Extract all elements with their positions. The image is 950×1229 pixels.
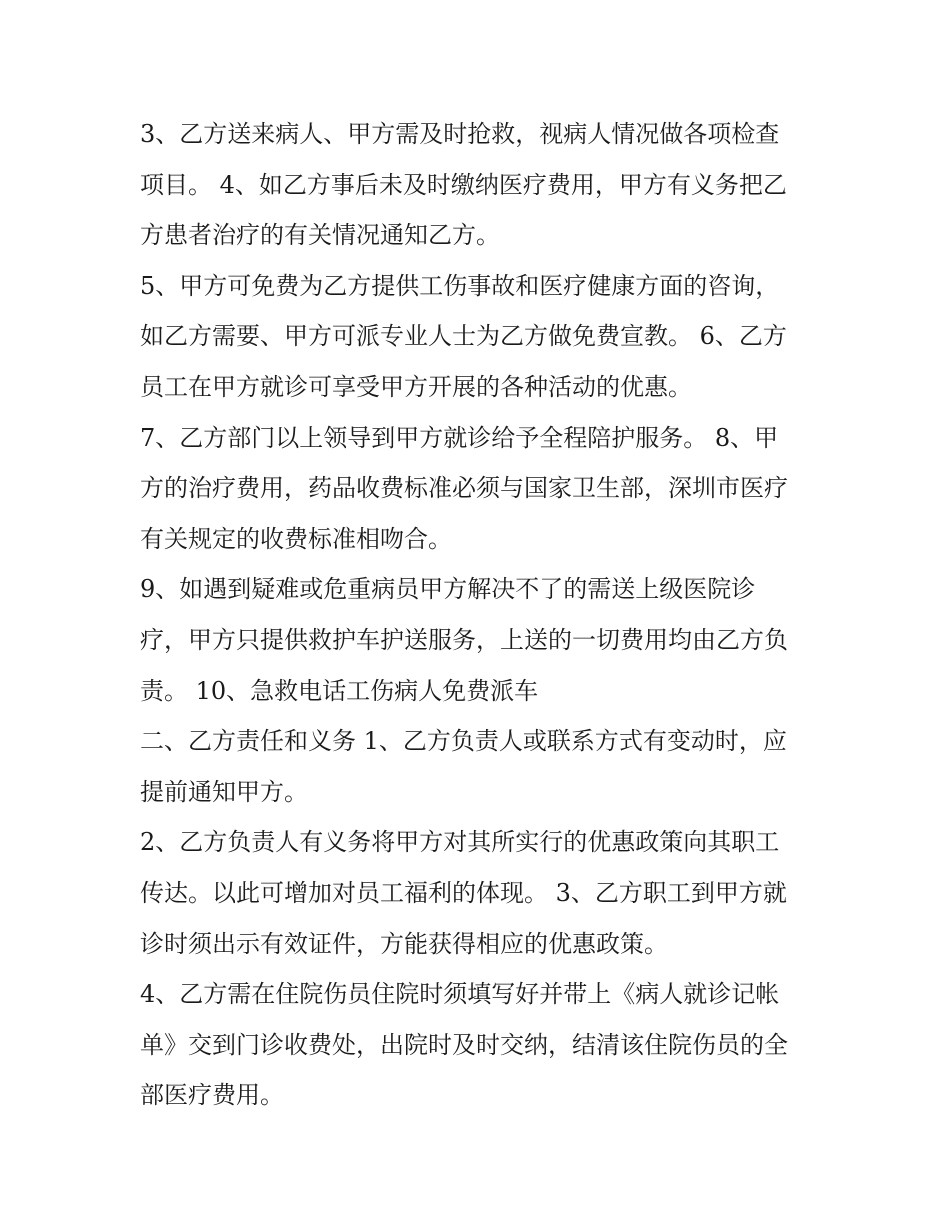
text-line-10: 9、如遇到疑难或危重病员甲方解决不了的需送上级医院诊	[140, 575, 756, 604]
text-line-9: 有关规定的收费标准相吻合。	[140, 524, 452, 553]
text-line-20: 部医疗费用。	[140, 1081, 284, 1110]
text-line-16: 传达。以此可增加对员工福利的体现。 3、乙方职工到甲方就	[140, 878, 787, 907]
text-line-17: 诊时须出示有效证件，方能获得相应的优惠政策。	[140, 929, 668, 958]
text-line-15: 2、乙方负责人有义务将甲方对其所实行的优惠政策向其职工	[140, 828, 780, 857]
text-line-4: 5、甲方可免费为乙方提供工伤事故和医疗健康方面的咨询，	[140, 271, 780, 300]
document-body	[140, 109, 820, 1121]
text-line-2: 项目。 4、如乙方事后未及时缴纳医疗费用，甲方有义务把乙	[140, 170, 787, 199]
text-line-3: 方患者治疗的有关情况通知乙方。	[140, 221, 500, 250]
text-line-19: 单》交到门诊收费处，出院时及时交纳，结清该住院伤员的全	[140, 1030, 788, 1059]
text-line-12: 责。 10、急救电话工伤病人免费派车	[140, 676, 539, 705]
text-line-8: 方的治疗费用，药品收费标准必须与国家卫生部，深圳市医疗	[140, 474, 788, 503]
text-line-7: 7、乙方部门以上领导到甲方就诊给予全程陪护服务。 8、甲	[140, 423, 779, 452]
text-line-11: 疗，甲方只提供救护车护送服务，上送的一切费用均由乙方负	[140, 625, 788, 654]
text-line-13: 二、乙方责任和义务 1、乙方负责人或联系方式有变动时，应	[140, 727, 787, 756]
text-line-1: 3、乙方送来病人、甲方需及时抢救，视病人情况做各项检查	[140, 120, 780, 148]
text-line-5: 如乙方需要、甲方可派专业人士为乙方做免费宣教。 6、乙方	[140, 322, 787, 351]
text-line-6: 员工在甲方就诊可享受甲方开展的各种活动的优惠。	[140, 372, 692, 401]
text-line-14: 提前通知甲方。	[140, 777, 308, 806]
text-line-18: 4、乙方需在住院伤员住院时须填写好并带上《病人就诊记帐	[140, 980, 780, 1009]
